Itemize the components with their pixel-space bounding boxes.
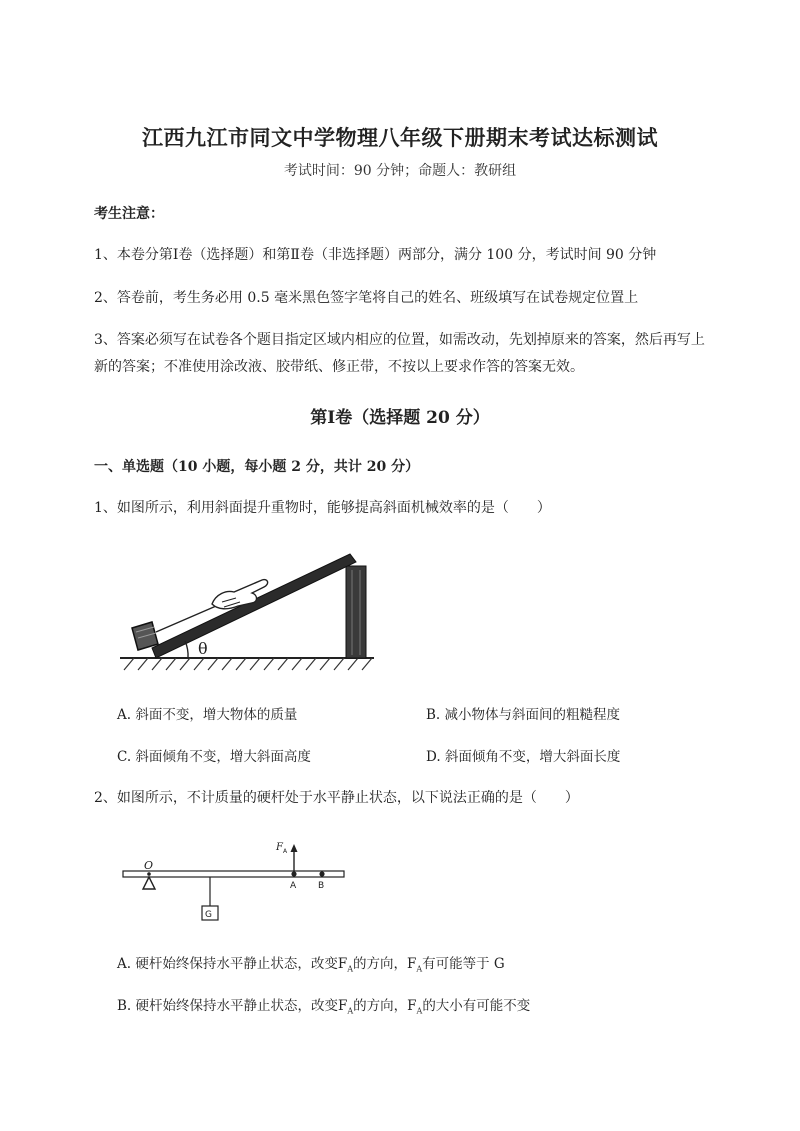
section-title: 第Ⅰ卷（选择题 20 分）: [310, 408, 490, 428]
incline-plank: [152, 554, 356, 658]
question-1-stem: 1、如图所示，利用斜面提升重物时，能够提高斜面机械效率的是（ ）: [94, 500, 551, 516]
pivot-label: O: [144, 859, 154, 872]
point-b-label: B: [318, 881, 325, 891]
angle-arc: [185, 641, 188, 658]
notice-item-1: 1、本卷分第Ⅰ卷（选择题）和第Ⅱ卷（非选择题）两部分，满分 100 分，考试时间 90 分钟: [94, 247, 657, 263]
exam-title: 江西九江市同文中学物理八年级下册期末考试达标测试: [142, 125, 658, 150]
question-1-option-b: B. 减小物体与斜面间的粗糙程度: [426, 707, 621, 723]
question-2-stem: 2、如图所示，不计质量的硬杆处于水平静止状态，以下说法正确的是（ ）: [94, 790, 579, 806]
angle-label: θ: [198, 639, 208, 658]
point-a-dot: [291, 871, 296, 876]
force-label-sub: A: [283, 848, 288, 855]
exam-subtitle: 考试时间：90 分钟；命题人：教研组: [283, 163, 517, 179]
question-1-option-c: C. 斜面倾角不变，增大斜面高度: [117, 749, 311, 765]
notice-item-3: 3、答案必须写在试卷各个题目指定区域内相应的位置，如需改动，先划掉原来的答案，然后再写上新的答案；不准使用涂改液、胶带纸、修正带，不按以上要求作答的答案无效。: [94, 332, 705, 375]
notice-heading: 考生注意：: [94, 206, 164, 222]
lever-bar: [123, 871, 344, 877]
question-2-option-a: A. 硬杆始终保持水平静止状态，改变$F_A$的方向，$F_A$有可能等于 G: [117, 956, 505, 974]
pivot-triangle: [143, 877, 155, 889]
ground-hatching: [124, 658, 372, 670]
notice-item-2: 2、答卷前，考生务必用 0.5 毫米黑色签字笔将自己的姓名、班级填写在试卷规定位置上: [94, 290, 639, 306]
force-label: F: [276, 842, 283, 853]
weight-label: G: [205, 910, 212, 920]
incline-figure: [112, 540, 382, 675]
support-pillar: [346, 566, 366, 658]
lever-figure: [116, 836, 356, 926]
question-1-option-d: D. 斜面倾角不变，增大斜面长度: [426, 749, 621, 765]
part-heading: 一、单选题（10 小题，每小题 2 分，共计 20 分）: [94, 459, 420, 475]
question-1-option-a: A. 斜面不变，增大物体的质量: [117, 707, 298, 723]
question-2-option-b: B. 硬杆始终保持水平静止状态，改变$F_A$的方向，$F_A$的大小有可能不变: [117, 998, 531, 1016]
point-a-label: A: [290, 881, 297, 891]
point-b-dot: [319, 871, 324, 876]
